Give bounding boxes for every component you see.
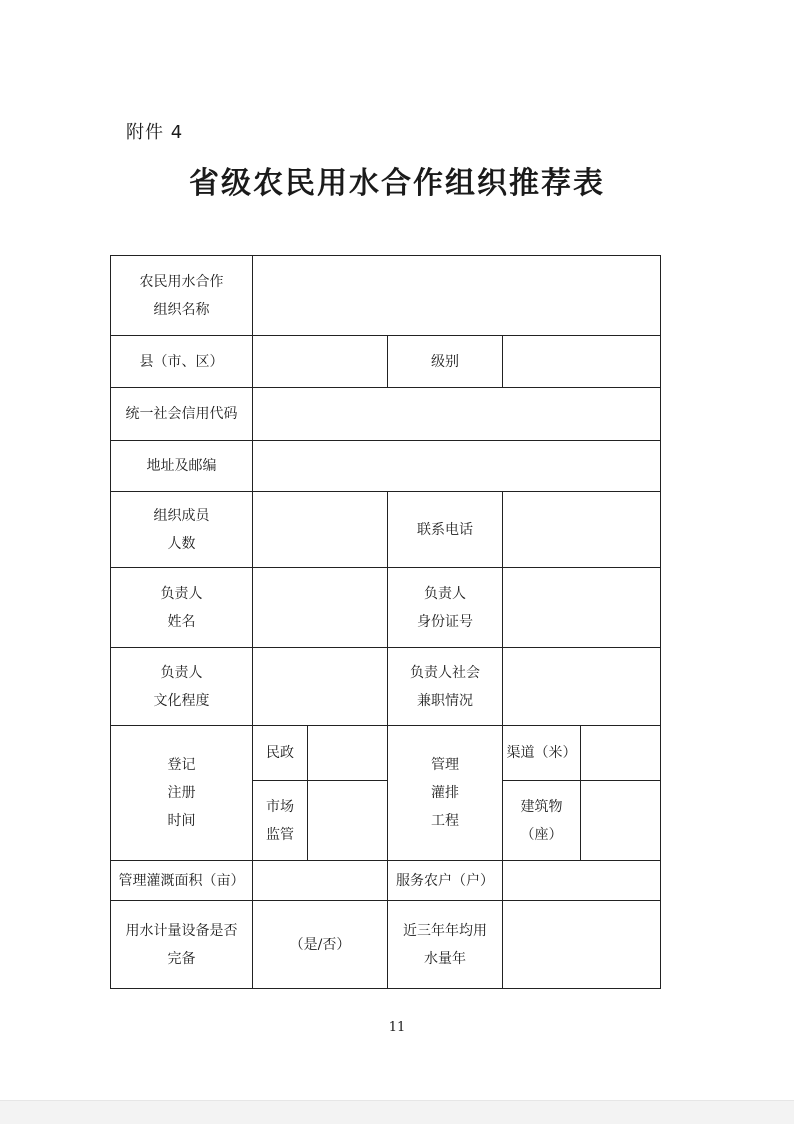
channel-field[interactable] [581,726,661,781]
row-credit-code [111,388,661,441]
page-bottom-edge [0,1100,794,1124]
org-name-field[interactable] [253,256,661,336]
address-label: 地址及邮编 [111,441,253,492]
irrigated-area-field[interactable] [253,861,388,901]
row-county [111,336,661,388]
recommendation-form [110,255,661,989]
leader-social-field[interactable] [503,648,661,726]
document-title: 省级农民用水合作组织推荐表 [189,166,605,201]
row-leader-name [111,568,661,648]
credit-code-field[interactable] [253,388,661,441]
members-field[interactable] [253,492,388,568]
leader-edu-label: 负责人 文化程度 [111,648,253,726]
row-area [111,861,661,901]
managed-works-label: 管理 灌排 工程 [388,726,503,861]
level-field[interactable] [503,336,661,388]
leader-name-field[interactable] [253,568,388,648]
credit-code-label: 统一社会信用代码 [111,388,253,441]
meter-label: 用水计量设备是否 完备 [111,901,253,989]
building-field[interactable] [581,781,661,861]
address-field[interactable] [253,441,661,492]
org-name-label: 农民用水合作 组织名称 [111,256,253,336]
phone-field[interactable] [503,492,661,568]
row-members [111,492,661,568]
registration-time-label: 登记 注册 时间 [111,726,253,861]
row-registration-1 [111,726,661,781]
annual-water-field[interactable] [503,901,661,989]
row-meter [111,901,661,989]
meter-value[interactable]: （是/否） [253,901,388,989]
annex-label: 附件 4 [126,122,184,143]
leader-edu-field[interactable] [253,648,388,726]
phone-label: 联系电话 [388,492,503,568]
leader-name-label: 负责人 姓名 [111,568,253,648]
leader-social-label: 负责人社会 兼职情况 [388,648,503,726]
county-field[interactable] [253,336,388,388]
households-field[interactable] [503,861,661,901]
leader-id-field[interactable] [503,568,661,648]
annual-water-label: 近三年年均用 水量年 [388,901,503,989]
market-supervision-field[interactable] [308,781,388,861]
members-label: 组织成员 人数 [111,492,253,568]
market-supervision-label: 市场 监管 [253,781,308,861]
page-number: 11 [388,1020,406,1035]
civil-affairs-field[interactable] [308,726,388,781]
leader-id-label: 负责人 身份证号 [388,568,503,648]
households-label: 服务农户（户） [388,861,503,901]
county-label: 县（市、区） [111,336,253,388]
irrigated-area-label: 管理灌溉面积（亩） [111,861,253,901]
row-leader-edu [111,648,661,726]
row-address [111,441,661,492]
channel-label: 渠道（米） [503,726,581,781]
civil-affairs-label: 民政 [253,726,308,781]
row-org-name [111,256,661,336]
building-label: 建筑物 （座） [503,781,581,861]
level-label: 级别 [388,336,503,388]
